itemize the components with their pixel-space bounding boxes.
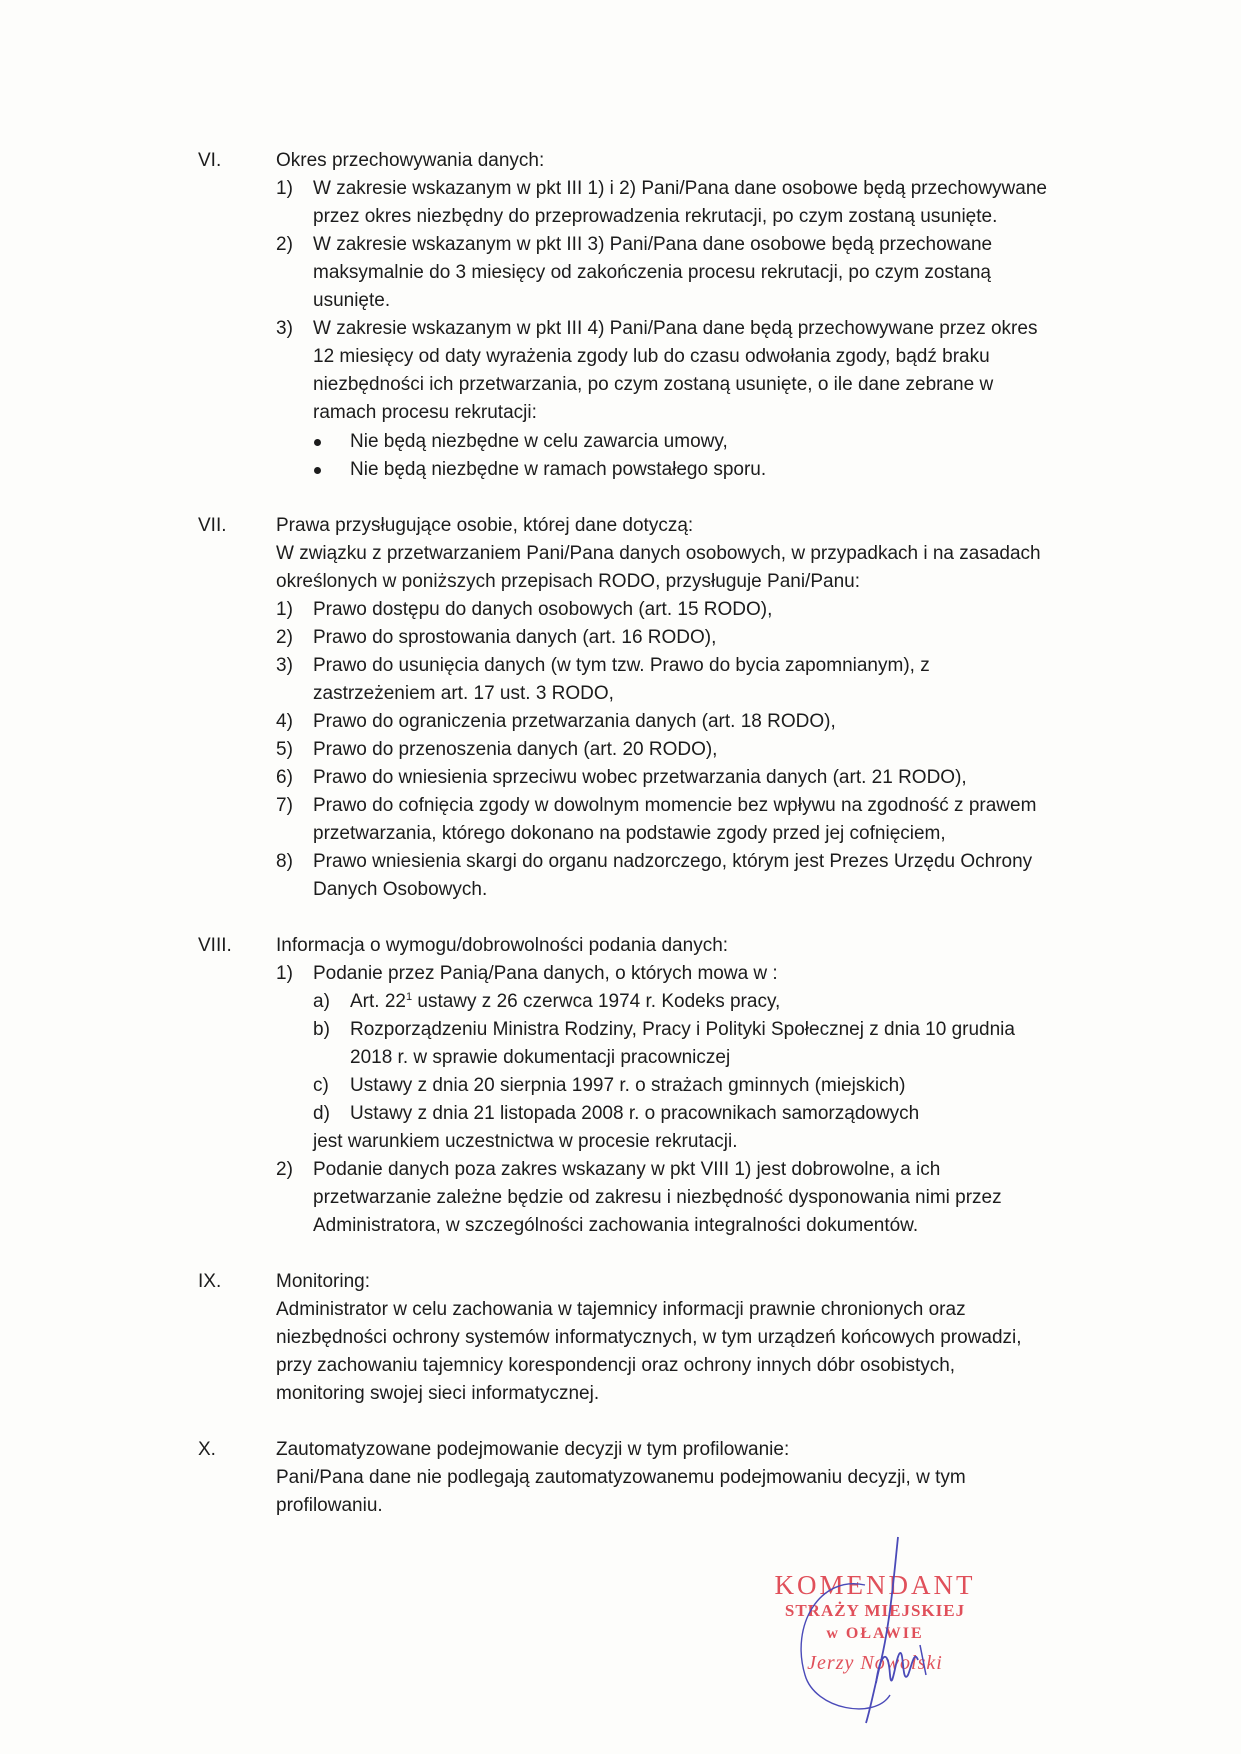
- list-item: 2) Podanie danych poza zakres wskazany w pkt VIII 1) jest dobrowolne, a ich przetwarzanie zależne będzie od zakresu i niezbędność dysponowania nimi przez Administratora, w szczególności zachowania integralności dokumentów.: [276, 1159, 1002, 1236]
- section-intro: W związku z przetwarzaniem Pani/Pana danych osobowych, w przypadkach i na zasadach określonych w poniższych przepisach RODO, przysługuje Pani/Panu:: [276, 543, 1041, 592]
- list-item: 1) Prawo dostępu do danych osobowych (art. 15 RODO),: [276, 599, 773, 620]
- sub-item: b) Rozporządzeniu Ministra Rodziny, Pracy i Polityki Społecznej z dnia 10 grudnia 2018 r. w sprawie dokumentacji pracowniczej: [313, 1019, 1015, 1068]
- section-number: VII.: [198, 515, 227, 536]
- section-number: VIII.: [198, 935, 232, 956]
- official-stamp: KOMENDANT STRAŻY MIEJSKIEJ w OŁAWIE Jerzy Nowolski: [774, 1570, 976, 1674]
- item-continuation: jest warunkiem uczestnictwa w procesie rekrutacji.: [313, 1131, 738, 1152]
- sub-item: d) Ustawy z dnia 21 listopada 2008 r. o pracownikach samorządowych: [313, 1103, 920, 1124]
- list-item: 4) Prawo do ograniczenia przetwarzania danych (art. 18 RODO),: [276, 711, 836, 732]
- section-number: VI.: [198, 150, 222, 171]
- list-item: 3) W zakresie wskazanym w pkt III 4) Pani/Pana dane będą przechowywane przez okres 12 miesięcy od daty wyrażenia zgody lub do czasu odwołania zgody, bądź braku niezbędności ich przetwarzania, po czym zostaną usunięte, o ile dane zebrane w ramach procesu rekrutacji:: [276, 318, 1038, 423]
- document-page: VI. Okres przechowywania danych: 1) W zakresie wskazanym w pkt III 1) i 2) Pani/Pana dane osobowe będą przechowywane przez okres niezbędny do przeprowadzenia rekrutacji, po czym zostaną usunięte. 2) W zakresie wskazanym w pkt III 3) Pani/Pana dane osobowe będą przechowane maksymalnie do 3 miesięcy od zakończenia procesu rekrutacji, po czym zostaną usunięte. 3) W zakresie wskazanym w pkt III 4) Pani/Pana dane będą przechowywane przez okres 12 miesięcy od daty wyrażenia zgody lub do czasu odwołania zgody, bądź braku niezbędności ich przetwarzania, po czym zostaną usunięte, o ile dane zebrane w ramach procesu rekrutacji: Nie będą niezbędne w celu zawarcia umowy, Nie będą niezbędne w ramach powstałego sporu. VII. Prawa przysługujące osobie, której dane dotyczą: W związku z przetwarzaniem Pani/Pana danych osobowych, w przypadkach i na zasadach określonych w poniższych przepisach RODO, przysługuje Pani/Panu: 1) Prawo dostępu do danych osobowych (art. 15 RODO), 2) Prawo do sprostowania danych (art. 16 RODO), 3) Prawo do usunięcia danych (w tym tzw. Prawo do bycia zapomnianym), z zastrzeżeniem art. 17 ust. 3 RODO, 4) Prawo do ograniczenia przetwarzania danych (art. 18 RODO), 5) Prawo do przenoszenia danych (art. 20 RODO), 6) Prawo do wniesienia sprzeciwu wobec przetwarzania danych (art. 21 RODO), 7) Prawo do cofnięcia zgody w dowolnym momencie bez wpływu na zgodność z prawem przetwarzania, którego dokonano na podstawie zgody przed jej cofnięciem, 8) Prawo wniesienia skargi do organu nadzorczego, którym jest Prezes Urzędu Ochrony Danych Osobowych. VIII. Informacja o wymogu/dobrowolności podania danych: 1) Podanie przez Panią/Pana danych, o których mowa w : a) Art. $22^1$ ustawy z 26 czerwca 1974 r. Kodeks pracy, b) Rozporządzeniu Ministra Rodziny, Pracy i Polityki Społecznej z dnia 10 grudnia 2018 r. w sprawie dokumentacji pracowniczej c) Ustawy z dnia 20 sierpnia 1997 r. o strażach gminnych (miejskich) d) Ustawy z dnia 21 listopada 2008 r. o pracownikach samorządowych jest warunkiem uczestnictwa w procesie rekrutacji. 2) Podanie danych poza zakres wskazany w pkt VIII 1) jest dobrowolne, a ich przetwarzanie zależne będzie od zakresu i niezbędność dysponowania nimi przez Administratora, w szczególności zachowania integralności dokumentów. IX. Monitoring: Administrator w celu zachowania w tajemnicy informacji prawnie chronionych oraz niezbędności ochrony systemów informatycznych, w tym urządzeń końcowych prowadzi, przy zachowaniu tajemnicy korespondencji oraz ochrony innych dóbr osobistych, monitoring swojej sieci informatycznej. X. Zautomatyzowane podejmowanie decyzji w tym profilowanie: Pani/Pana dane nie podlegają zautomatyzowanemu podejmowaniu decyzji, w tym profilowaniu. KOMENDANT STRAŻY MIEJSKIEJ w OŁAWIE Jerzy Nowolski: [0, 0, 1241, 1754]
- sub-item: a) Art. $22^1$ ustawy z 26 czerwca 1974 r. Kodeks pracy,: [313, 991, 781, 1012]
- section-title: Okres przechowywania danych:: [276, 150, 545, 171]
- section-title: Prawa przysługujące osobie, której dane dotyczą:: [276, 515, 694, 536]
- bullet-item: Nie będą niezbędne w celu zawarcia umowy,: [276, 428, 1106, 456]
- list-item: 7) Prawo do cofnięcia zgody w dowolnym momencie bez wpływu na zgodność z prawem przetwarzania, którego dokonano na podstawie zgody przed jej cofnięciem,: [276, 795, 1037, 844]
- section-title: Zautomatyzowane podejmowanie decyzji w tym profilowanie:: [276, 1439, 790, 1460]
- section-number: IX.: [198, 1271, 222, 1292]
- list-item: 2) Prawo do sprostowania danych (art. 16 RODO),: [276, 627, 717, 648]
- sub-item: c) Ustawy z dnia 20 sierpnia 1997 r. o strażach gminnych (miejskich): [313, 1075, 906, 1096]
- section-title: Informacja o wymogu/dobrowolności podania danych:: [276, 935, 729, 956]
- section-number: X.: [198, 1439, 216, 1460]
- list-item: 1) W zakresie wskazanym w pkt III 1) i 2) Pani/Pana dane osobowe będą przechowywane przez okres niezbędny do przeprowadzenia rekrutacji, po czym zostaną usunięte.: [276, 178, 1047, 227]
- bullet-icon: [314, 439, 321, 446]
- bullet-item: Nie będą niezbędne w ramach powstałego sporu.: [276, 456, 1106, 484]
- signature-icon: [780, 1535, 980, 1725]
- list-item: 2) W zakresie wskazanym w pkt III 3) Pani/Pana dane osobowe będą przechowane maksymalnie do 3 miesięcy od zakończenia procesu rekrutacji, po czym zostaną usunięte.: [276, 234, 993, 311]
- list-item: 6) Prawo do wniesienia sprzeciwu wobec przetwarzania danych (art. 21 RODO),: [276, 767, 967, 788]
- section-title: Monitoring:: [276, 1271, 370, 1292]
- list-item: 8) Prawo wniesienia skargi do organu nadzorczego, którym jest Prezes Urzędu Ochrony Danych Osobowych.: [276, 851, 1033, 900]
- list-item: 5) Prawo do przenoszenia danych (art. 20 RODO),: [276, 739, 718, 760]
- list-item: 1) Podanie przez Panią/Pana danych, o których mowa w :: [276, 963, 778, 984]
- list-item: 3) Prawo do usunięcia danych (w tym tzw. Prawo do bycia zapomnianym), z zastrzeżeniem art. 17 ust. 3 RODO,: [276, 655, 930, 704]
- bullet-icon: [314, 467, 321, 474]
